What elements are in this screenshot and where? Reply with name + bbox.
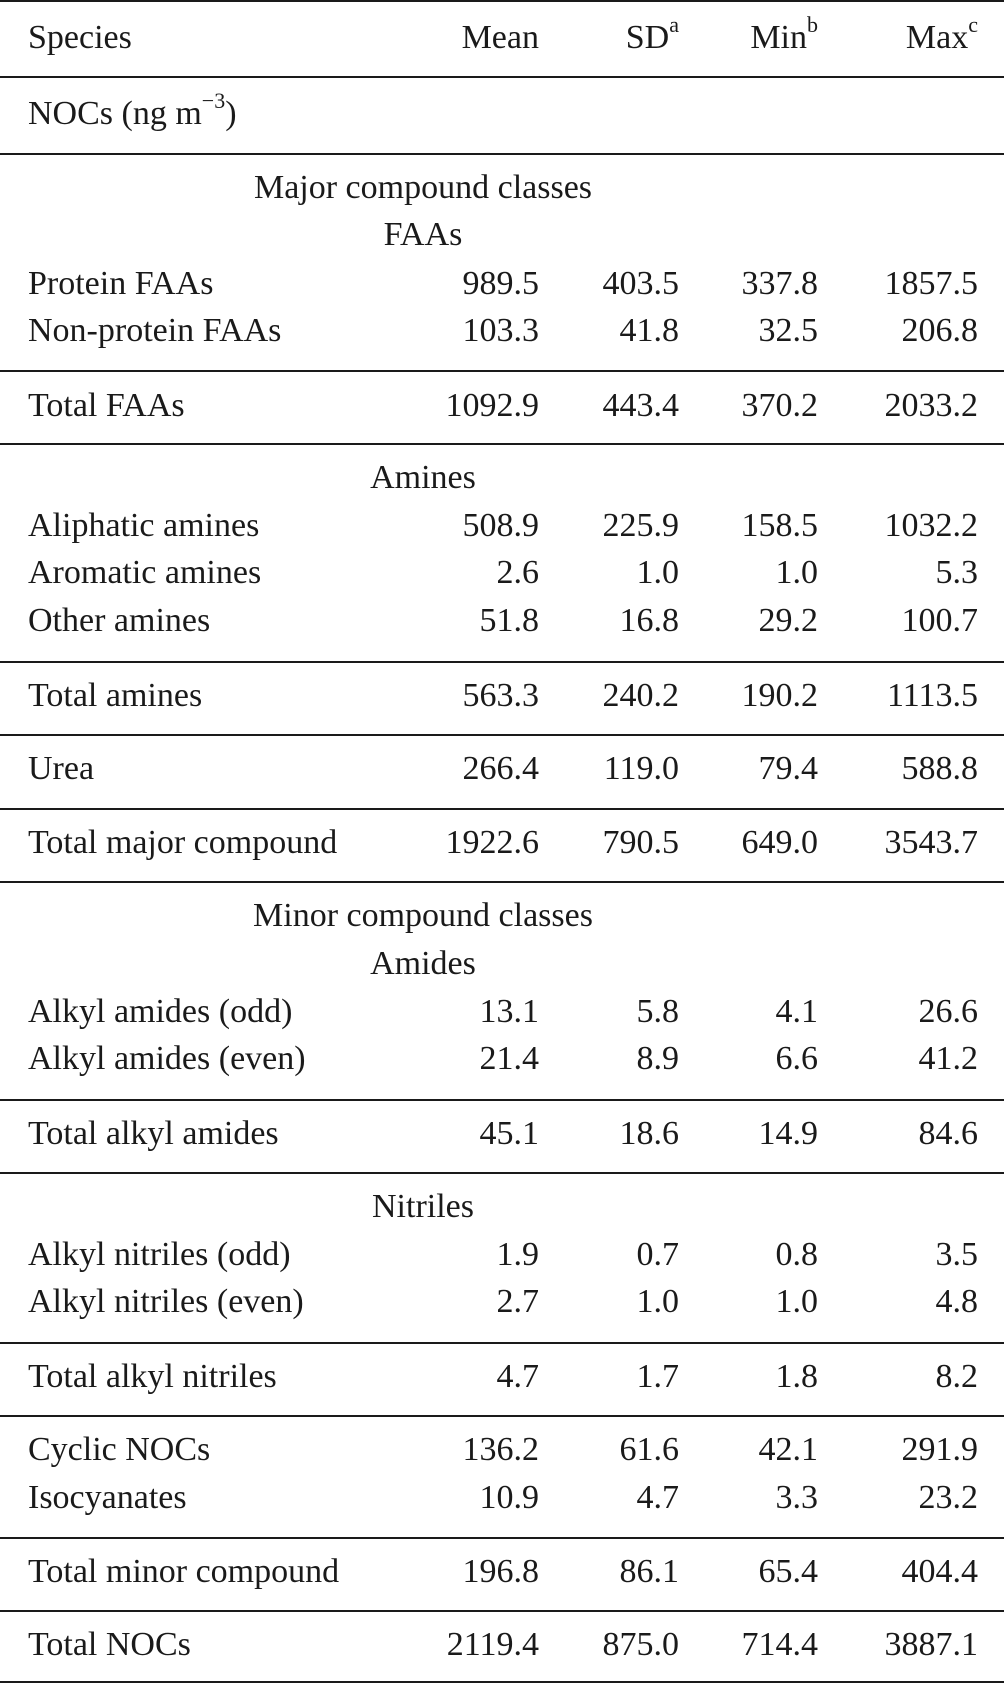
mean-cell: 508.9 <box>462 507 539 544</box>
max-cell: 1857.5 <box>884 265 978 302</box>
min-cell: 14.9 <box>758 1115 818 1152</box>
mean-cell: 10.9 <box>479 1479 539 1516</box>
sd-cell: 5.8 <box>636 993 679 1030</box>
min-cell: 649.0 <box>741 824 818 861</box>
mean-cell: 21.4 <box>479 1040 539 1077</box>
sd-cell: 8.9 <box>636 1040 679 1077</box>
header-mean: Mean <box>461 19 539 56</box>
sd-cell: 1.0 <box>636 1283 679 1320</box>
mean-cell: 989.5 <box>462 265 539 302</box>
species-cell: Alkyl nitriles (even) <box>28 1283 304 1320</box>
subsection-title-faas: FAAs <box>383 216 463 253</box>
header-sd-label: SD <box>625 19 670 56</box>
species-cell: Total major compound <box>28 824 338 861</box>
mean-cell: 2.7 <box>496 1283 539 1320</box>
section-rule <box>0 881 1004 883</box>
max-cell: 206.8 <box>901 312 978 349</box>
max-cell: 3543.7 <box>884 824 978 861</box>
min-cell: 6.6 <box>775 1040 818 1077</box>
table-row-total <box>0 1621 1004 1669</box>
min-cell: 337.8 <box>741 265 818 302</box>
min-cell: 1.0 <box>775 1283 818 1320</box>
table-row-total <box>0 1353 1004 1401</box>
mean-cell: 136.2 <box>462 1431 539 1468</box>
header-max-footnote: c <box>968 11 978 37</box>
table-row <box>0 1035 1004 1083</box>
min-cell: 4.1 <box>775 993 818 1030</box>
mean-cell: 2.6 <box>496 554 539 591</box>
sd-cell: 225.9 <box>602 507 679 544</box>
min-cell: 190.2 <box>741 677 818 714</box>
subsection-title-amines: Amines <box>370 459 476 496</box>
min-cell: 32.5 <box>758 312 818 349</box>
sd-cell: 41.8 <box>619 312 679 349</box>
mean-cell: 1092.9 <box>445 387 539 424</box>
section-rule <box>0 1172 1004 1174</box>
species-cell: Aromatic amines <box>28 554 262 591</box>
header-min-label: Min <box>750 19 807 56</box>
sd-cell: 16.8 <box>619 602 679 639</box>
section-title-minor: Minor compound classes <box>253 897 593 934</box>
section-rule <box>0 1610 1004 1612</box>
header-sd <box>625 11 679 62</box>
species-cell: Other amines <box>28 602 211 639</box>
max-cell: 5.3 <box>935 554 978 591</box>
species-cell: Alkyl amides (odd) <box>28 993 293 1030</box>
min-cell: 714.4 <box>741 1626 818 1663</box>
mean-cell: 103.3 <box>462 312 539 349</box>
max-cell: 588.8 <box>901 750 978 787</box>
table-row <box>0 307 1004 355</box>
section-rule <box>0 661 1004 663</box>
mean-cell: 196.8 <box>462 1553 539 1590</box>
sd-cell: 240.2 <box>602 677 679 714</box>
species-cell: Aliphatic amines <box>28 507 260 544</box>
header-max <box>905 11 978 62</box>
mean-cell: 4.7 <box>496 1358 539 1395</box>
species-cell: Alkyl nitriles (odd) <box>28 1236 291 1273</box>
header-min <box>750 11 818 62</box>
max-cell: 3887.1 <box>884 1626 978 1663</box>
max-cell: 2033.2 <box>884 387 978 424</box>
header-min-footnote: b <box>807 11 818 37</box>
sd-cell: 1.0 <box>636 554 679 591</box>
subsection-title-amides: Amides <box>370 945 476 982</box>
species-cell: Total amines <box>28 677 203 714</box>
max-cell: 404.4 <box>901 1553 978 1590</box>
max-cell: 291.9 <box>901 1431 978 1468</box>
sd-cell: 86.1 <box>619 1553 679 1590</box>
header-rule <box>0 76 1004 78</box>
species-cell: Non-protein FAAs <box>28 312 282 349</box>
sd-cell: 18.6 <box>619 1115 679 1152</box>
species-cell: Total NOCs <box>28 1626 191 1663</box>
table-row <box>0 1278 1004 1326</box>
min-cell: 79.4 <box>758 750 818 787</box>
table-row <box>0 502 1004 550</box>
table-row-total <box>0 819 1004 867</box>
header-sd-footnote: a <box>669 11 679 37</box>
table-row <box>0 988 1004 1036</box>
table-top-rule <box>0 0 1004 2</box>
section-rule <box>0 370 1004 372</box>
header-max-label: Max <box>905 19 969 56</box>
species-cell: Isocyanates <box>28 1479 187 1516</box>
species-cell: Total alkyl amides <box>28 1115 279 1152</box>
section-rule <box>0 1342 1004 1344</box>
min-cell: 42.1 <box>758 1431 818 1468</box>
section-rule <box>0 443 1004 445</box>
max-cell: 8.2 <box>935 1358 978 1395</box>
table-row-total <box>0 1110 1004 1158</box>
species-cell: Alkyl amides (even) <box>28 1040 306 1077</box>
table-row <box>0 1474 1004 1522</box>
max-cell: 41.2 <box>918 1040 978 1077</box>
sd-cell: 61.6 <box>619 1431 679 1468</box>
table-row <box>0 745 1004 793</box>
mean-cell: 13.1 <box>479 993 539 1030</box>
sd-cell: 0.7 <box>636 1236 679 1273</box>
sd-cell: 443.4 <box>602 387 679 424</box>
table-row <box>0 1426 1004 1474</box>
table-row <box>0 1231 1004 1279</box>
max-cell: 84.6 <box>918 1115 978 1152</box>
min-cell: 1.8 <box>775 1358 818 1395</box>
table-row-total <box>0 382 1004 430</box>
section-rule <box>0 808 1004 810</box>
table-row <box>0 597 1004 645</box>
max-cell: 4.8 <box>935 1283 978 1320</box>
units-rule <box>0 153 1004 155</box>
table-row-total <box>0 1548 1004 1596</box>
species-cell: Protein FAAs <box>28 265 214 302</box>
units-exponent: −3 <box>201 87 226 113</box>
units-row <box>0 87 1004 138</box>
units-prefix: NOCs (ng m <box>28 95 202 132</box>
sd-cell: 4.7 <box>636 1479 679 1516</box>
min-cell: 370.2 <box>741 387 818 424</box>
max-cell: 100.7 <box>901 602 978 639</box>
section-rule <box>0 1415 1004 1417</box>
mean-cell: 1.9 <box>496 1236 539 1273</box>
units-label <box>28 87 237 138</box>
header-row <box>0 11 1004 62</box>
table-row <box>0 549 1004 597</box>
min-cell: 0.8 <box>775 1236 818 1273</box>
species-cell: Total FAAs <box>28 387 185 424</box>
mean-cell: 2119.4 <box>446 1626 539 1663</box>
species-cell: Total alkyl nitriles <box>28 1358 277 1395</box>
table-row-total <box>0 672 1004 720</box>
max-cell: 1032.2 <box>884 507 978 544</box>
max-cell: 23.2 <box>918 1479 978 1516</box>
table-row <box>0 260 1004 308</box>
section-title-major: Major compound classes <box>253 169 593 206</box>
mean-cell: 1922.6 <box>445 824 539 861</box>
sd-cell: 1.7 <box>636 1358 679 1395</box>
sd-cell: 119.0 <box>603 750 679 787</box>
species-cell: Total minor compound <box>28 1553 340 1590</box>
mean-cell: 266.4 <box>462 750 539 787</box>
table-bottom-rule <box>0 1681 1004 1683</box>
subsection-title-nitriles: Nitriles <box>372 1188 474 1225</box>
mean-cell: 51.8 <box>479 602 539 639</box>
min-cell: 29.2 <box>758 602 818 639</box>
section-rule <box>0 1537 1004 1539</box>
sd-cell: 403.5 <box>602 265 679 302</box>
max-cell: 26.6 <box>918 993 978 1030</box>
section-rule <box>0 1099 1004 1101</box>
header-species: Species <box>28 19 132 56</box>
min-cell: 65.4 <box>758 1553 818 1590</box>
mean-cell: 563.3 <box>462 677 539 714</box>
min-cell: 158.5 <box>741 507 818 544</box>
max-cell: 1113.5 <box>887 677 978 714</box>
max-cell: 3.5 <box>935 1236 978 1273</box>
section-rule <box>0 734 1004 736</box>
species-cell: Urea <box>28 750 95 787</box>
min-cell: 3.3 <box>775 1479 818 1516</box>
sd-cell: 875.0 <box>602 1626 679 1663</box>
mean-cell: 45.1 <box>479 1115 539 1152</box>
min-cell: 1.0 <box>775 554 818 591</box>
units-suffix: ) <box>225 95 237 132</box>
species-cell: Cyclic NOCs <box>28 1431 211 1468</box>
sd-cell: 790.5 <box>602 824 679 861</box>
